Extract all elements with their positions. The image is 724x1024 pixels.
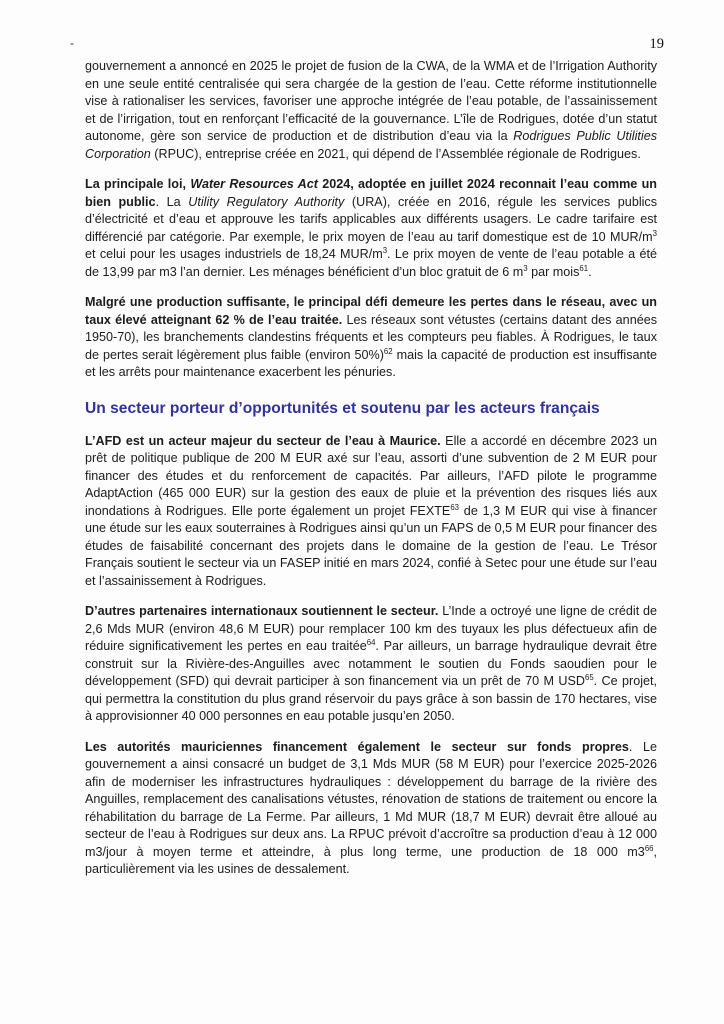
text-run: 2024, adoptée en juillet 2024 reconnait l’eau comme un bien public (85, 177, 657, 209)
text-run: par mois (527, 264, 580, 279)
paragraph-network-losses (85, 294, 657, 382)
paragraph-international-partners (85, 603, 657, 726)
paragraph-mauritian-funding (85, 739, 657, 879)
footnote-marker: 66 (644, 843, 654, 853)
text-run: Les autorités mauriciennes financement également le secteur sur fonds propres (85, 739, 629, 754)
text-run: Water Resources Act (190, 177, 318, 191)
text-run: mais la capacité de production est insuffisante et les arrêts pour maintenance exacerbent les pénuries. (85, 347, 657, 379)
text-run: La principale loi, (85, 177, 191, 191)
text-run: L’AFD est un acteur majeur du secteur de l’eau à Maurice. (85, 433, 441, 448)
footnote-marker: 3 (652, 228, 657, 238)
document-body (85, 58, 657, 892)
text-run: L’Inde a octroyé une ligne de crédit de 2,6 Mds MUR (environ 48,6 M EUR) pour remplacer 100 km des tuyaux les plus défectueux afin de réduire significativement les pertes en eau traitée (85, 604, 657, 653)
text-run: (RPUC), entreprise créée en 2021, qui dépend de l’Assemblée régionale de Rodrigues. (150, 146, 641, 161)
paragraph-afd-support (85, 433, 657, 591)
footnote-marker: 3 (523, 263, 528, 273)
footnote-marker: 64 (366, 637, 376, 647)
text-run: et celui pour les usages industriels de 18,24 MUR/m (85, 247, 383, 261)
text-run: . Le gouvernement a ainsi consacré un budget de 3,1 Mds MUR (58 M EUR) pour l’exercice 2025-2026 afin de moderniser les infrastructures hydrauliques : développement du barrage de la rivière des Anguilles, remplacement des canalisations vétustes, rénovation de stations de traitement ou encore la réhabilitation du barrage de La Ferme. Par ailleurs, 1 Md MUR (18,7 M EUR) devrait être alloué au secteur de l’eau à Rodrigues sur deux ans. La RPUC prévoit d’accroître sa production d’eau à 12 000 m3/jour à moyen terme et atteindre, à plus long terme, une production de 18 000 m3 (85, 739, 657, 859)
text-run: . (588, 264, 592, 279)
text-run: de 1,3 M EUR qui vise à financer une étude sur les eaux souterraines à Rodrigues ainsi qu’un un FAPS de 0,5 M EUR pour financer des études de faisabilité concernant des projets dans le domaine de la gestion de l’eau. Le Trésor Français soutient le secteur via un FASEP initié en mars 2024, confié à Setec pour une étude sur l’eau et l’assainissement à Rodrigues. (85, 503, 657, 588)
text-run: Utility Regulatory Authority (188, 194, 345, 209)
text-run: . Par ailleurs, un barrage hydraulique devrait être construit sur la Rivière-des-Anguilles avec notamment le soutien du Fonds saoudien pour le développement (SFD) qui devrait participer à son financement via un prêt de 70 M USD (85, 639, 657, 688)
text-run: D’autres partenaires internationaux soutiennent le secteur. (85, 604, 439, 618)
footnote-marker: 65 (584, 672, 594, 682)
page-number: 19 (649, 36, 664, 52)
text-run: . La (155, 194, 189, 209)
footnote-marker: 63 (450, 502, 460, 512)
text-run: , particulièrement via les usines de dessalement. (85, 844, 657, 876)
paragraph-water-resources-act (85, 176, 657, 281)
footnote-marker: 62 (383, 346, 393, 356)
page-header (70, 36, 664, 53)
footnote-marker: 61 (579, 263, 589, 273)
header-dash: - (70, 36, 74, 50)
text-run: Rodrigues Public Utilities Corporation (85, 129, 657, 161)
text-run: Les réseaux sont vétustes (certains datant des années 1950-70), les branchements clandestins fréquents et les compteurs peu fiables. À Rodrigues, le taux de pertes serait légèrement plus faible (environ 50%) (85, 312, 657, 362)
text-run: gouvernement a annoncé en 2025 le projet de fusion de la CWA, de la WMA et de l’Irrigation Authority en une seule entité centralisée qui sera chargée de la gestion de l’eau. Cette réforme institutionnelle vise à rationaliser les services, favoriser une approche intégrée de l’eau potable, de l’assainissement et de l’irrigation, tout en renforçant l’efficacité de la gouvernance. L’île de Rodrigues, dotée d’un statut autonome, gère son service de production et de distribution d’eau via la (85, 59, 657, 143)
text-run: . Le prix moyen de vente de l’eau potable a été de 13,99 par m3 l’an dernier. Les ménages bénéficient d’un bloc gratuit de 6 m (85, 247, 657, 279)
text-run: . Ce projet, qui permettra la constitution du plus grand réservoir du pays grâce à son bassin de 170 hectares, vise à approvisionner 40 000 personnes en eau potable jusqu’en 2050. (85, 674, 657, 723)
text-run: Malgré une production suffisante, le principal défi demeure les pertes dans le réseau, avec un taux élevé atteignant 62 % de l’eau traitée. (85, 295, 657, 327)
text-run: (URA), créée en 2016, régule les services publics d’électricité et d’eau et approuve les tarifs applicables aux différents usagers. Le cadre tarifaire est différencié par catégorie. Par exemple, le prix moyen de l’eau au tarif domestique est de 10 MUR/m (85, 194, 658, 244)
footnote-marker: 3 (382, 245, 388, 255)
paragraph-governance-reform (85, 58, 657, 163)
section-heading: Un secteur porteur d’opportunités et soutenu par les acteurs français (85, 399, 600, 417)
text-run: Elle a accordé en décembre 2023 un prêt de politique publique de 200 M EUR axé sur l’eau, assorti d’une subvention de 2 M EUR pour financer des études et du renforcement de capacités. Par ailleurs, l’AFD pilote le programme AdaptAction (465 000 EUR) sur la gestion des eaux de pluie et la prévention des risques liés aux inondations à Rodrigues. Elle porte également un projet FEXTE (85, 433, 657, 518)
